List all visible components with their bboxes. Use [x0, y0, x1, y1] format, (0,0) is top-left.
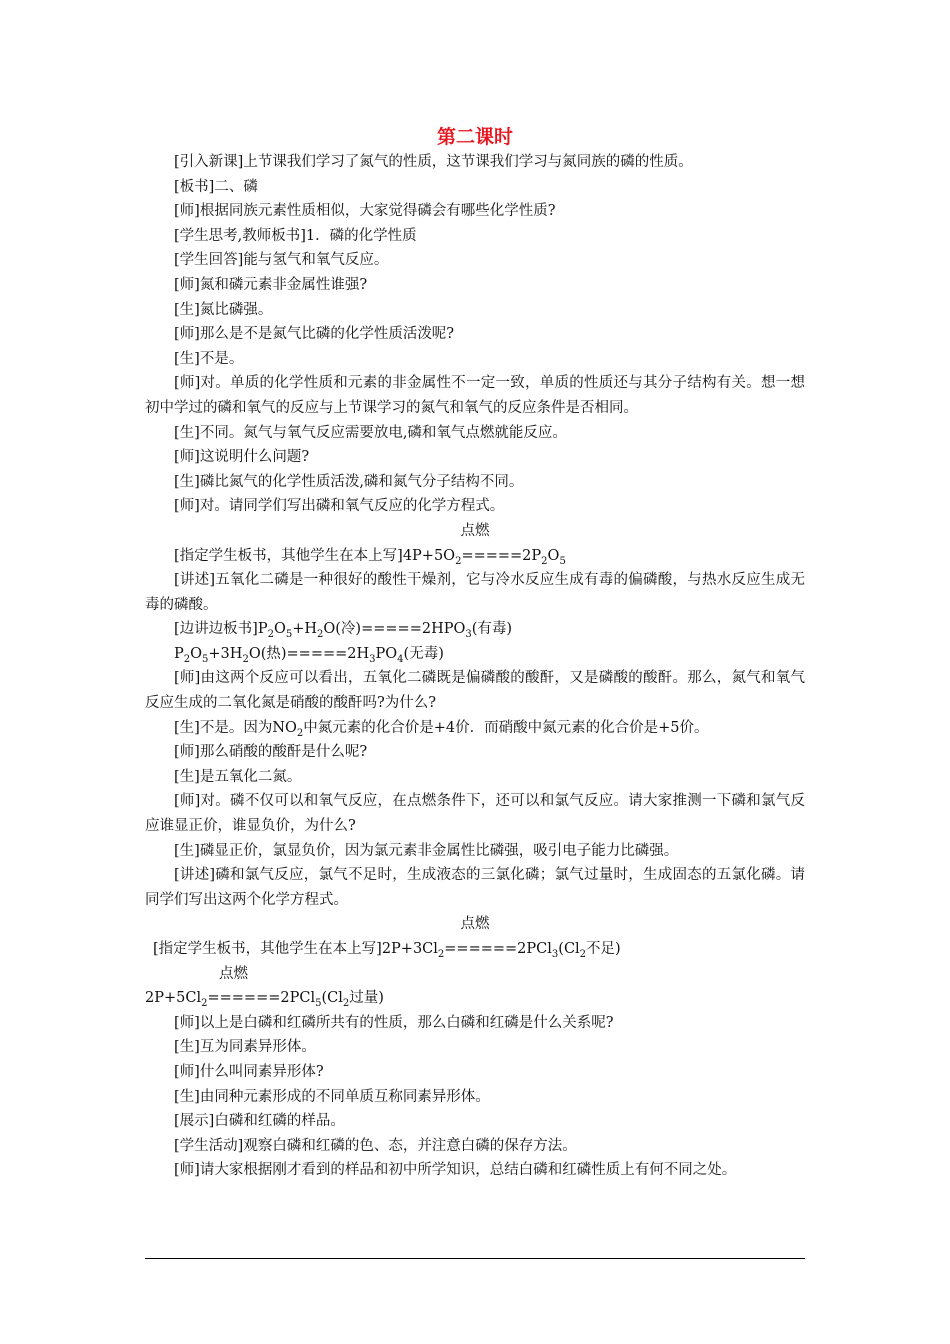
reaction-condition: 点燃 — [460, 916, 490, 933]
text-paragraph: [师]请大家根据刚才看到的样品和初中所学知识，总结白磷和红磷性质上有何不同之处。 — [174, 1162, 737, 1179]
text-line: [师]对。请同学们写出磷和氧气反应的化学方程式。 — [174, 498, 505, 515]
text-line: [学生活动]观察白磷和红磷的色、态，并注意白磷的保存方法。 — [174, 1137, 577, 1154]
reaction-condition: 点燃 — [460, 522, 490, 539]
text-line: [师]这说明什么问题? — [174, 449, 310, 466]
text-paragraph: [讲述]磷和氯气反应，氯气不足时，生成液态的三氯化磷；氯气过量时，生成固态的五氯化磷。请同学们写出这两个化学方程式。 — [145, 867, 805, 908]
page-title: 第二课时 — [436, 126, 513, 148]
footer-divider — [145, 1258, 805, 1259]
text-line: [引入新课]上节课我们学习了氮气的性质，这节课我们学习与氮同族的磷的性质。 — [174, 154, 693, 170]
text-line-no2: [生]不是。因为$NO_2$中氮元素的化合价是+4价．而硝酸中氮元素的化合价是+5价。 — [174, 719, 709, 739]
text-line: [师]氮和磷元素非金属性谁强? — [174, 276, 368, 293]
equation-p-o2: [指定学生板书，其他学生在本上写]$4P+5O_2=====2P_2O_5$ — [174, 547, 566, 567]
equation-p2o5-hot: $P_2O_5+3H_2O$(热)$=====2H_3PO_4$(无毒) — [174, 645, 444, 665]
lesson-content — [145, 150, 805, 1183]
text-line: [师]那么是不是氮气比磷的化学性质活泼呢? — [174, 326, 455, 343]
equation-p2o5-cold: [边讲边板书]$P_2O_5+H_2O$(冷)$=====2HPO_3$(有毒) — [174, 621, 513, 641]
text-line: [师]那么硝酸的酸酐是什么呢? — [174, 744, 368, 761]
equation-pcl3: [指定学生板书，其他学生在本上写]$2P+3Cl_2======2PCl_3(Cl_2$不足) — [153, 941, 621, 960]
text-line: [展示]白磷和红磷的样品。 — [174, 1113, 345, 1130]
text-paragraph: [师]对。磷不仅可以和氧气反应，在点燃条件下，还可以和氯气反应。请大家推测一下磷和氯气反应谁显正价，谁显负价，为什么? — [145, 793, 805, 835]
text-line: [板书]二、磷 — [174, 178, 258, 195]
reaction-condition: 点燃 — [219, 965, 248, 982]
text-line: [生]由同种元素形成的不同单质互称同素异形体。 — [174, 1088, 490, 1105]
text-line: [师]根据同族元素性质相似，大家觉得磷会有哪些化学性质? — [174, 203, 556, 220]
text-paragraph: [师]由这两个反应可以看出，五氧化二磷既是偏磷酸的酸酐，又是磷酸的酸酐。那么，氮气和氧气反应生成的二氧化氮是硝酸的酸酐吗?为什么? — [145, 670, 805, 712]
text-line: [生]不是。 — [174, 350, 244, 367]
text-line: [师]什么叫同素异形体? — [174, 1063, 324, 1080]
text-line: [学生思考,教师板书]1．磷的化学性质 — [174, 227, 417, 244]
text-line: [生]不同。氮气与氧气反应需要放电,磷和氧气点燃就能反应。 — [174, 424, 567, 441]
text-paragraph: [讲述]五氧化二磷是一种很好的酸性干燥剂，它与冷水反应生成有毒的偏磷酸，与热水反应生成无毒的磷酸。 — [145, 572, 805, 613]
text-line: [生]磷显正价，氯显负价，因为氯元素非金属性比磷强，吸引电子能力比磷强。 — [174, 842, 679, 859]
text-line: [生]氮比磷强。 — [174, 301, 273, 318]
equation-pcl5: $2P+5Cl_2======2PCl_5(Cl_2$过量) — [145, 990, 384, 1010]
text-line: [学生回答]能与氢气和氧气反应。 — [174, 252, 389, 269]
text-paragraph: [师]对。单质的化学性质和元素的非金属性不一定一致，单质的性质还与其分子结构有关。想一想初中学过的磷和氧气的反应与上节课学习的氮气和氧气的反应条件是否相同。 — [145, 375, 805, 416]
text-line: [生]是五氧化二氮。 — [174, 768, 302, 785]
text-line: [生]互为同素异形体。 — [174, 1039, 316, 1056]
text-line: [生]磷比氮气的化学性质活泼,磷和氮气分子结构不同。 — [174, 473, 524, 490]
text-line: [师]以上是白磷和红磷所共有的性质，那么白磷和红磷是什么关系呢? — [174, 1014, 614, 1031]
